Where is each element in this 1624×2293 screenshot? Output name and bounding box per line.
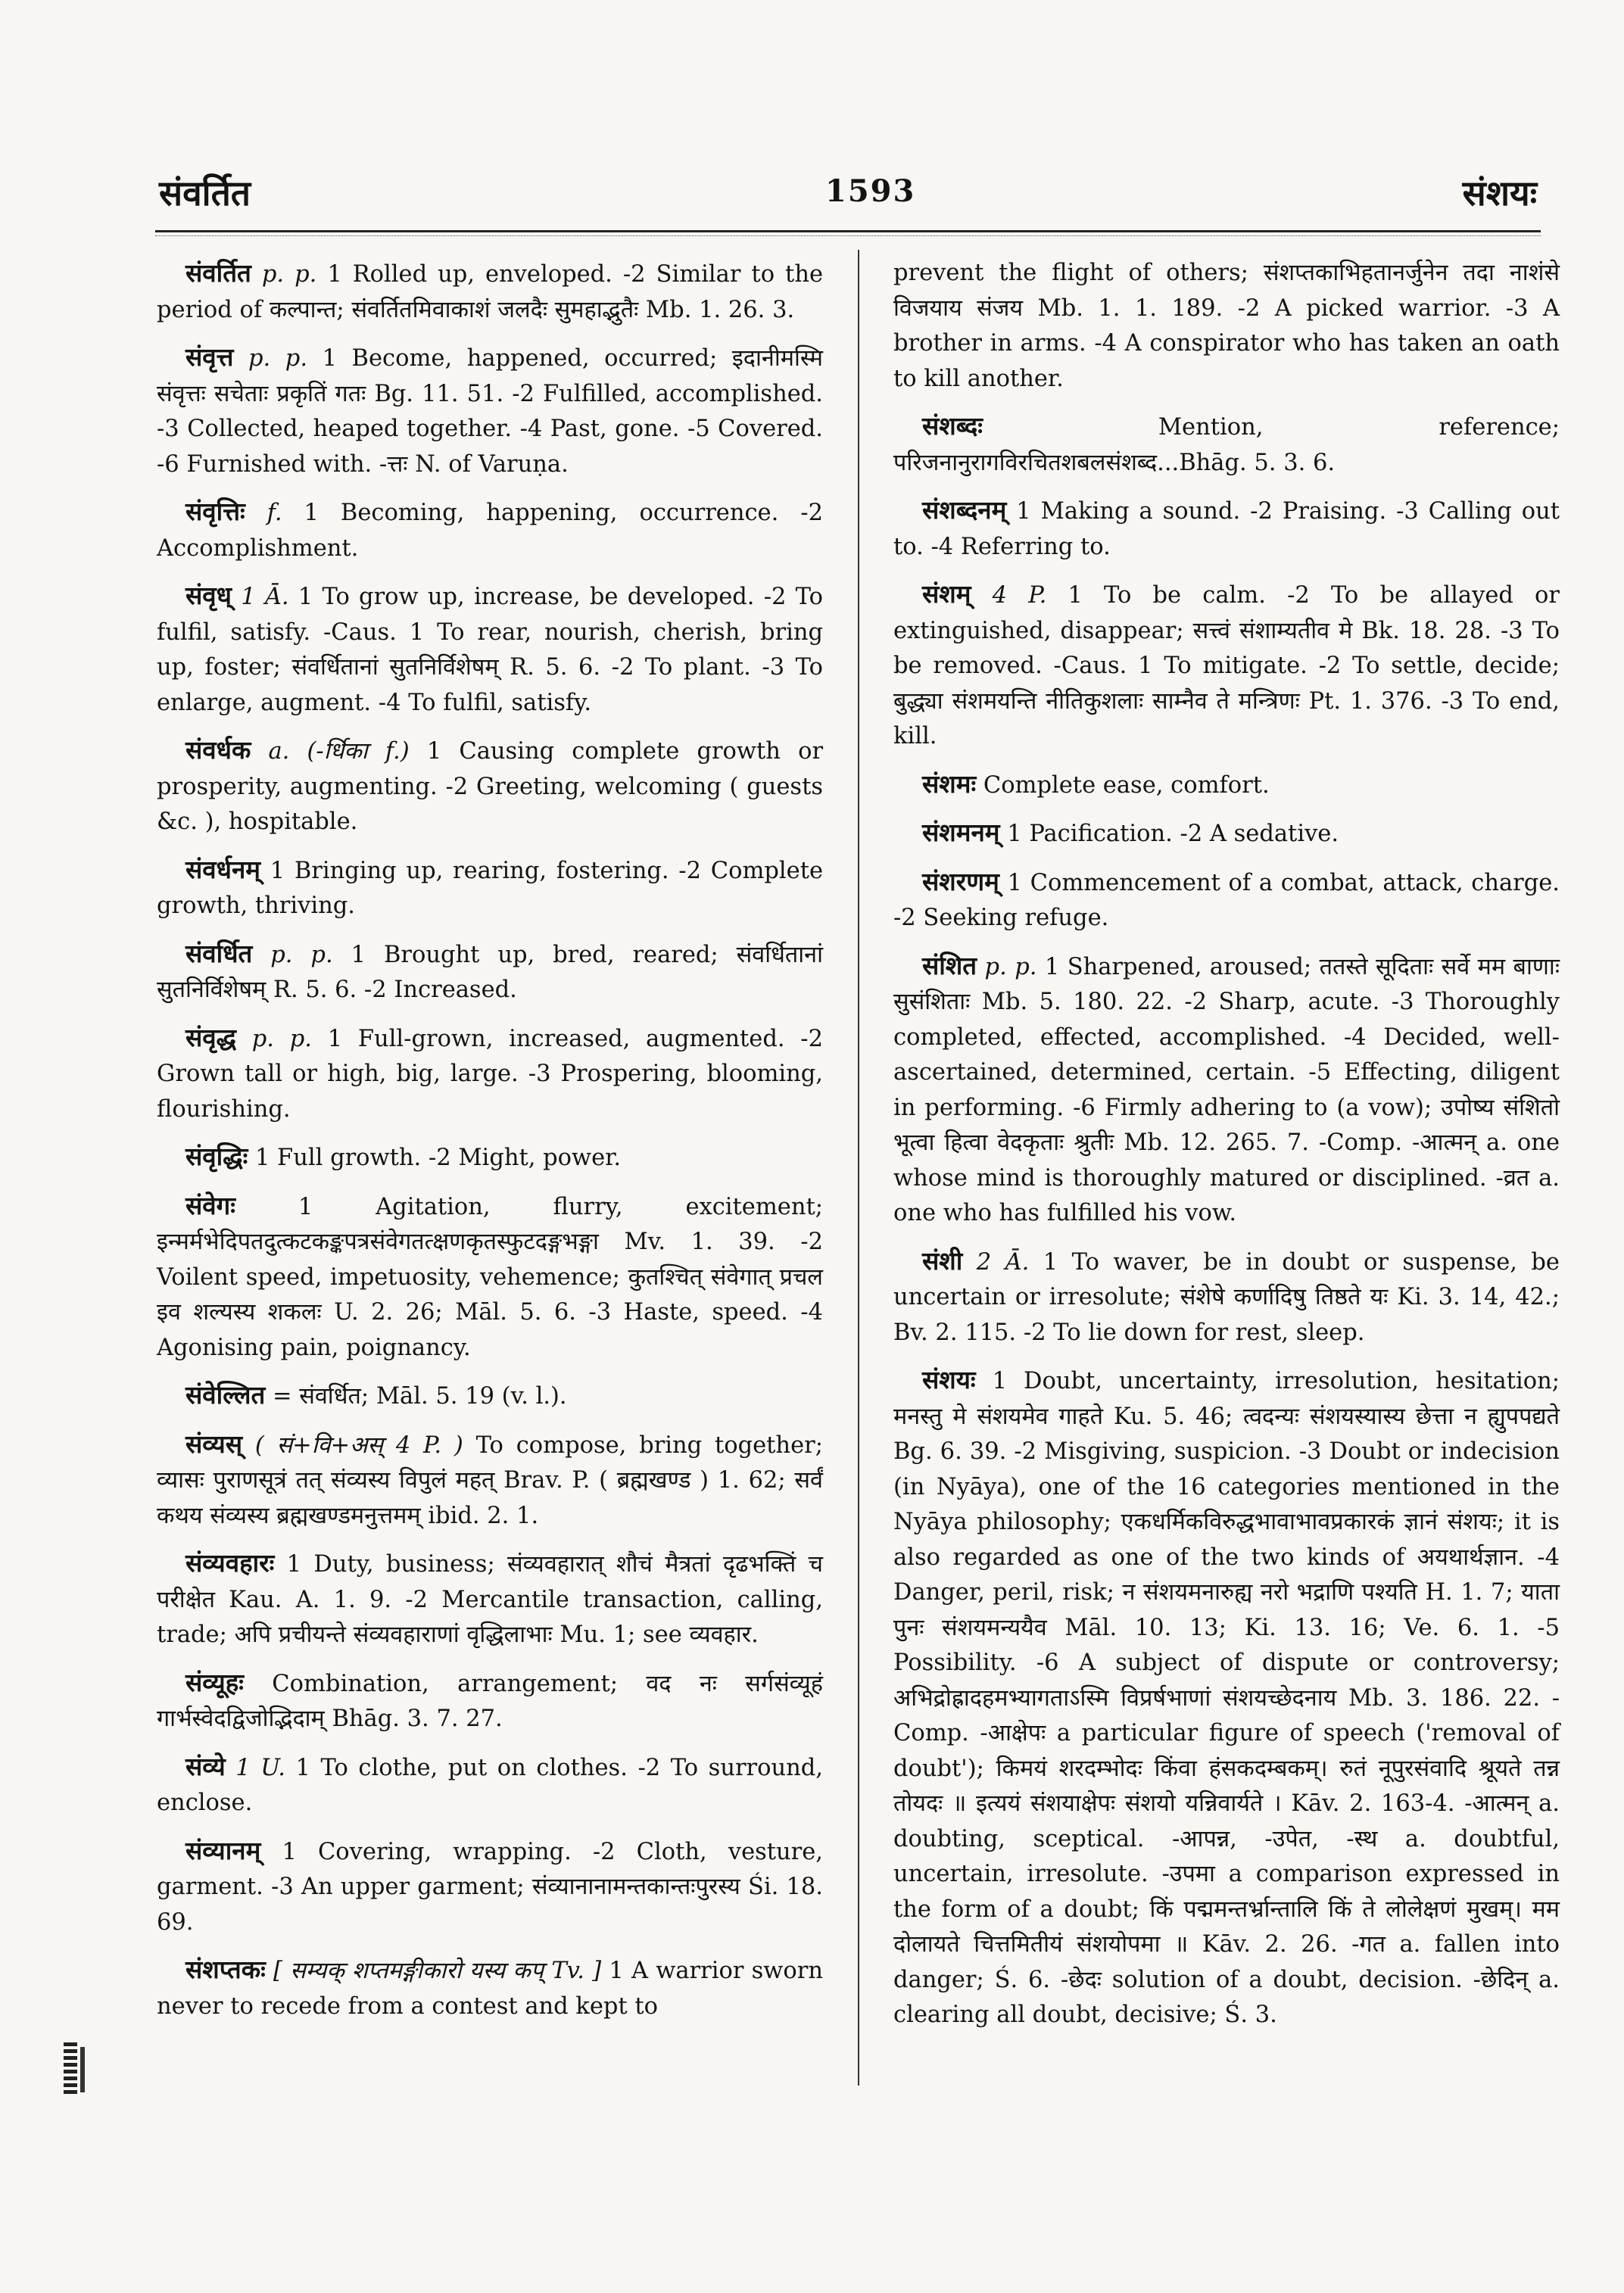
entry-grammar: 1 U. xyxy=(235,1754,285,1781)
dictionary-entry xyxy=(157,733,823,840)
column-divider xyxy=(858,250,859,2086)
entry-grammar: f. xyxy=(267,500,282,526)
entry-grammar: p. p. xyxy=(251,1025,312,1052)
entry-headword: संव्यूहः xyxy=(185,1667,244,1697)
dictionary-entry xyxy=(893,1244,1560,1351)
dictionary-entry xyxy=(157,1833,823,1941)
entry-grammar: 1 Ā. xyxy=(241,584,289,610)
entry-grammar: 2 Ā. xyxy=(976,1248,1030,1276)
entry-headword: संवर्धनम् xyxy=(185,854,260,884)
entry-definition: = संवर्धित; Māl. 5. 19 (v. l.). xyxy=(272,1383,567,1410)
entry-grammar: p. p. xyxy=(270,941,333,968)
entry-headword: संशब्दनम् xyxy=(922,495,1007,525)
entry-headword: संशम् xyxy=(922,579,971,609)
entry-grammar: ( सं+वि+अस् 4 P. ) xyxy=(254,1432,463,1459)
entry-headword: संव्यानम् xyxy=(185,1835,261,1865)
dictionary-entry xyxy=(157,852,823,924)
dictionary-entry xyxy=(893,949,1560,1232)
header-rule-dotted xyxy=(155,235,1541,236)
entry-headword: संवृत्त xyxy=(185,342,234,372)
entry-definition: To compose, bring together; व्यासः पुराणसूत्रं तत् संव्यस्य विपुलं महत् Brav. P. ( ब्रह्मखण्ड ) 1. 62; सर्वं कथय संव्यस्य ब्रह्मखण्डमनुत्तमम् ibid. 2. 1. xyxy=(157,1432,823,1529)
dictionary-entry xyxy=(157,1427,823,1534)
entry-headword: संशी xyxy=(922,1245,963,1276)
entry-definition: 1 Become, happened, occurred; इदानीमस्मि संवृत्तः सचेताः प्रकृतिं गतः Bg. 11. 51. -2 Fulfilled, accomplished. -3 Collected, heaped together. -4 Past, gone. -5 Covered. -6 Furnished with. -त्तः N. of Varuṇa. xyxy=(157,345,823,478)
entry-definition: 1 Making a sound. -2 Praising. -3 Calling out to. -4 Referring to. xyxy=(893,498,1560,560)
entry-headword: संशमनम् xyxy=(922,818,1000,847)
right-column xyxy=(893,256,1560,2045)
page-header xyxy=(159,155,1537,223)
entry-definition: 1 Bringing up, rearing, fostering. -2 Complete growth, thriving. xyxy=(157,857,823,919)
dictionary-entry xyxy=(157,1139,823,1176)
entry-grammar: 4 P. xyxy=(992,582,1047,609)
entry-definition: 1 To clothe, put on clothes. -2 To surround, enclose. xyxy=(157,1754,823,1816)
entry-definition: 1 A warrior sworn never to recede from a contest and kept to xyxy=(157,1958,823,2020)
dictionary-entry xyxy=(157,936,823,1008)
header-rule xyxy=(155,230,1541,232)
entry-definition: 1 Full growth. -2 Might, power. xyxy=(254,1145,622,1171)
dictionary-entry xyxy=(893,577,1560,755)
entry-definition: 1 Duty, business; संव्यवहारात् शौचं मैत्रतां दृढभक्तिं च परीक्षेत Kau. A. 1. 9. -2 Mercantile transaction, calling, trade; अपि प्रचीयन्ते संव्यवहाराणां वृद्धिलाभाः Mu. 1; see व्यवहार. xyxy=(157,1551,823,1648)
entry-headword: संवर्धक xyxy=(185,735,251,765)
entry-grammar: p. p. xyxy=(248,345,308,372)
entry-definition: 1 Sharpened, aroused; ततस्ते सूदिताः सर्वे मम बाणाः सुसंशिताः Mb. 5. 180. 22. -2 Sharp, acute. -3 Thoroughly completed, effected, accomplished. -4 Decided, well-ascertained, determined, certain. -5 Effecting, diligent in performing. -6 Firmly adhering to (a vow); उपोष्य संशितो भूत्वा हित्वा वेदकृताः श्रुतीः Mb. 12. 265. 7. -Comp. -आत्मन् a. one whose mind is thoroughly matured or disciplined. -व्रत a. one who has fulfilled his vow. xyxy=(893,953,1560,1226)
dictionary-entry xyxy=(157,340,823,482)
entry-definition: Complete ease, comfort. xyxy=(983,771,1270,799)
entry-headword: संवृध् xyxy=(185,581,232,610)
page-number: 1593 xyxy=(825,173,916,209)
dictionary-entry xyxy=(157,256,823,328)
entry-definition: 1 Covering, wrapping. -2 Cloth, vesture, garment. -3 An upper garment; संव्यानानामन्तकान्तःपुरस्य Śi. 18. 69. xyxy=(157,1838,823,1936)
margin-mark-bar xyxy=(80,2047,85,2092)
margin-mark xyxy=(64,2042,77,2097)
entry-definition: 1 Doubt, uncertainty, irresolution, hesitation; मनस्तु मे संशयमेव गाहते Ku. 5. 46; त्वदन्यः संशयस्यास्य छेत्ता न ह्युपपद्यते Bg. 6. 39. -2 Misgiving, suspicion. -3 Doubt or indecision (in Nyāya), one of the 16 categories mentioned in the Nyāya philosophy; एकधर्मिकविरुद्धभावाभावप्रकारकं ज्ञानं संशयः; it is also regarded as one of the two kinds of अयथार्थज्ञान. -4 Danger, peril, risk; न संशयमनारुह्य नरो भद्राणि पश्यति H. 1. 7; याता पुनः संशयमन्ययैव Māl. 10. 13; Ki. 13. 16; Ve. 6. 1. -5 Possibility. -6 A subject of dispute or controversy; अभिद्रोह्रादहमभ्यागताऽस्मि विप्रर्षभाणां संशयच्छेदनाय Mb. 3. 186. 22. -Comp. -आक्षेपः a particular figure of speech ('removal of doubt'); किमयं शरदम्भोदः किंवा हंसकदम्बकम्। रुतं नूपुरसंवादि श्रूयते तन्न तोयदः ॥ इत्ययं संशयाक्षेपः संशयो यन्निवार्यते । Kāv. 2. 163-4. -आत्मन् a. doubting, sceptical. -आपन्न, -उपेत, -स्थ a. doubtful, uncertain, irresolute. -उपमा a comparison expressed in the form of a doubt; किं पद्ममन्तर्भ्रान्तालि किं ते लोलेक्षणं मुखम्। मम दोलायते चित्तमितीयं संशयोपमा ॥ Kāv. 2. 26. -गत a. fallen into danger; Ś. 6. -छेदः solution of a doubt, decision. -छेदिन् a. clearing all doubt, decisive; Ś. 3. xyxy=(893,1368,1560,2028)
entry-grammar: p. p. xyxy=(261,261,317,288)
entry-definition: 1 Full-grown, increased, augmented. -2 Grown tall or high, big, large. -3 Prospering, blooming, flourishing. xyxy=(157,1025,824,1123)
dictionary-entry xyxy=(157,1020,823,1128)
entry-headword: संवृत्तिः xyxy=(185,497,245,526)
dictionary-entry xyxy=(893,256,1560,397)
entry-definition: 1 Agitation, flurry, excitement; इन्मर्मभेदिपतदुत्कटकङ्कपत्रसंवेगतत्क्षणकृतस्फुटदङ्गभङ्गा Mv. 1. 39. -2 Voilent speed, impetuosity, vehemence; कुतश्चित् संवेगात् प्रचल इव शल्यस्य शकलः U. 2. 26; Māl. 5. 6. -3 Haste, speed. -4 Agonising pain, poignancy. xyxy=(157,1193,823,1361)
entry-headword: संशमः xyxy=(922,768,977,799)
entry-headword: संवर्धित xyxy=(185,938,253,968)
entry-headword: संवेल्लित xyxy=(185,1380,266,1410)
dictionary-entry xyxy=(157,1665,823,1737)
entry-grammar: p. p. xyxy=(984,953,1037,980)
entry-headword: संशब्दः xyxy=(922,411,983,441)
entry-headword: संशयः xyxy=(922,1365,976,1394)
dictionary-entry xyxy=(157,494,823,566)
entry-headword: संव्यवहारः xyxy=(185,1548,275,1578)
dictionary-entry xyxy=(893,493,1560,565)
dictionary-entry xyxy=(157,578,823,721)
entry-headword: संवर्तित xyxy=(185,258,251,288)
running-head-left: संवर्तित xyxy=(159,173,251,213)
entry-definition: 1 Commencement of a combat, attack, charge. -2 Seeking refuge. xyxy=(893,869,1560,931)
left-column xyxy=(157,256,823,2036)
entry-headword: संशित xyxy=(922,950,977,980)
entry-headword: संवृद्ध xyxy=(185,1022,237,1052)
dictionary-entry xyxy=(893,409,1560,481)
entry-definition: 1 Brought up, bred, reared; संवर्धितानां सुतनिर्विशेषम् R. 5. 6. -2 Increased. xyxy=(157,941,823,1003)
dictionary-entry xyxy=(157,1189,823,1366)
dictionary-entry xyxy=(893,865,1560,936)
entry-definition: 1 Causing complete growth or prosperity, augmenting. -2 Greeting, welcoming ( guests &c. ), hospitable. xyxy=(157,738,824,835)
running-head-right: संशयः xyxy=(1462,173,1537,213)
entry-definition: 1 Rolled up, enveloped. -2 Similar to the period of कल्पान्त; संवर्तितमिवाकाशं जलदैः सुमहाद्भुतैः Mb. 1. 26. 3. xyxy=(157,261,824,323)
dictionary-entry xyxy=(157,1546,823,1653)
entry-definition: Mention, reference; परिजनानुरागविरचितशबलसंशब्द...Bhāg. 5. 3. 6. xyxy=(893,414,1560,476)
entry-headword: संशरणम् xyxy=(922,866,999,896)
entry-definition: 1 To waver, be in doubt or suspense, be uncertain or irresolute; संशेषे कर्णादिषु तिष्ठते यः Ki. 3. 14, 42.; Bv. 2. 115. -2 To lie down for rest, sleep. xyxy=(893,1248,1560,1346)
entry-headword: संशप्तकः xyxy=(185,1955,266,1984)
dictionary-entry xyxy=(893,815,1560,852)
dictionary-entry xyxy=(893,1363,1560,2033)
dictionary-entry xyxy=(893,767,1560,804)
entry-definition: 1 To be calm. -2 To be allayed or extinguished, disappear; सत्त्वं संशाम्यतीव मे Bk. 18. 28. -3 To be removed. -Caus. 1 To mitigate. -2 To settle, decide; बुद्ध्या संशमयन्ति नीतिकुशलाः साम्नैव ते मन्त्रिणः Pt. 1. 376. -3 To end, kill. xyxy=(893,582,1560,749)
entry-headword: संवेगः xyxy=(185,1190,235,1220)
entry-grammar: [ सम्यक् शप्तमङ्गीकारो यस्य कप् Tv. ] xyxy=(273,1958,602,1984)
entry-headword: संव्यस् xyxy=(185,1428,243,1459)
entry-definition: 1 To grow up, increase, be developed. -2 To fulfil, satisfy. -Caus. 1 To rear, nourish, cherish, bring up, foster; संवर्धितानां सुतनिर्विशेषम् R. 5. 6. -2 To plant. -3 To enlarge, augment. -4 To fulfil, satisfy. xyxy=(157,584,823,716)
entry-definition: Combination, arrangement; वद नः सर्गसंव्यूहं गार्भस्वेदद्विजोद्भिदाम् Bhāg. 3. 7. 27. xyxy=(157,1670,823,1732)
dictionary-entry xyxy=(157,1952,823,2024)
dictionary-entry xyxy=(157,1378,823,1415)
entry-definition: prevent the flight of others; संशप्तकाभिहतानर्जुनेन तदा नाशंसे विजयाय संजय Mb. 1. 1. 189. -2 A picked warrior. -3 A brother in arms. -4 A conspirator who has taken an oath to kill another. xyxy=(893,260,1560,392)
dictionary-entry xyxy=(157,1749,823,1821)
entry-headword: संव्ये xyxy=(185,1751,226,1781)
entry-headword: संवृद्धिः xyxy=(185,1142,248,1171)
entry-definition: 1 Becoming, happening, occurrence. -2 Accomplishment. xyxy=(157,500,823,562)
entry-grammar: a. (-र्धिका f.) xyxy=(268,738,410,765)
entry-definition: 1 Pacification. -2 A sedative. xyxy=(1007,821,1339,847)
